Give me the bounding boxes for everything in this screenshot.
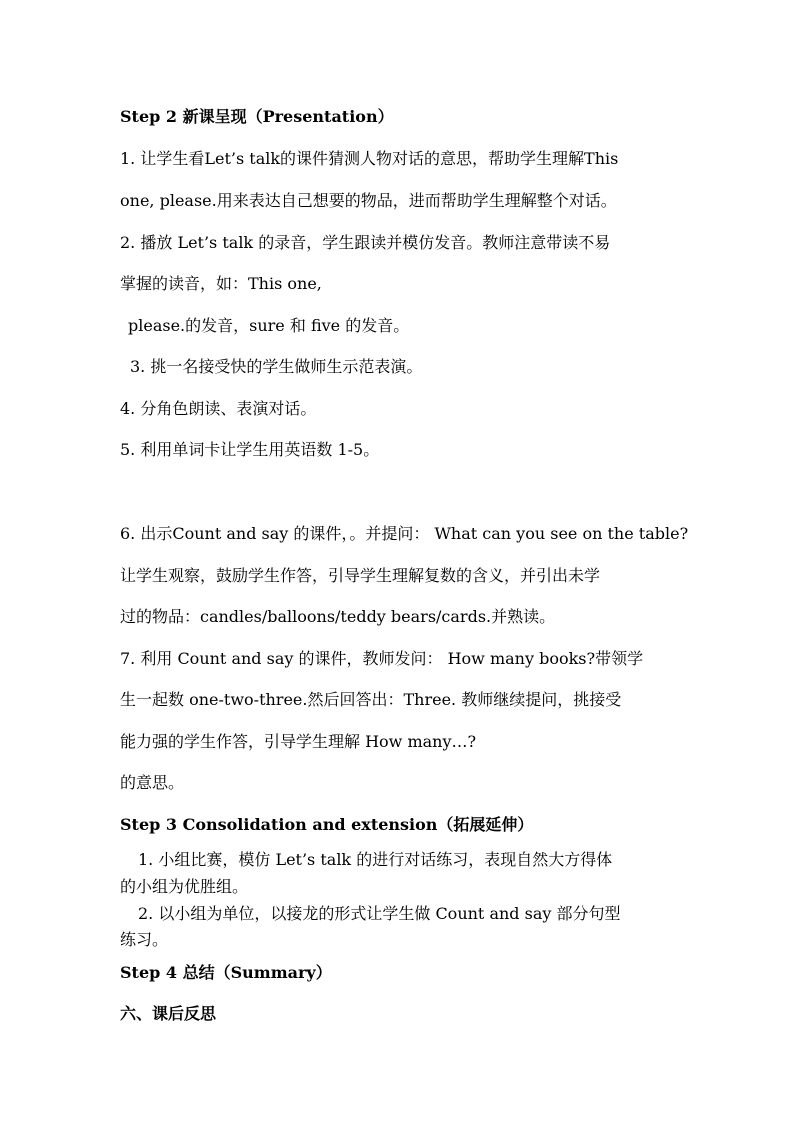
step3-paragraph-1-line-2: 的小组为优胜组。 (120, 877, 249, 896)
paragraph-1-line-2: one, please.用来表达自己想要的物品，进而帮助学生理解整个对话。 (120, 191, 617, 210)
paragraph-4: 4. 分角色朗读、表演对话。 (120, 399, 317, 418)
step4-heading: Step 4 总结（Summary） (120, 963, 332, 982)
paragraph-6-line-3: 过的物品：candles/balloons/teddy bears/cards.并熟读。 (120, 607, 556, 626)
paragraph-7-line-1: 7. 利用 Count and say 的课件，教师发问： How many books?带领学 (120, 649, 644, 668)
step3-heading: Step 3 Consolidation and extension（拓展延伸） (120, 815, 534, 834)
paragraph-7-line-3: 能力强的学生作答，引导学生理解 How many…? (120, 732, 477, 751)
step2-heading: Step 2 新课呈现（Presentation） (120, 107, 394, 126)
paragraph-1-line-1: 1. 让学生看Let’s talk的课件猜测人物对话的意思，帮助学生理解This (120, 149, 619, 168)
paragraph-7-line-4: 的意思。 (120, 773, 185, 792)
section-6-heading: 六、课后反思 (120, 1004, 217, 1023)
step3-paragraph-1-line-1: 1. 小组比赛，模仿 Let’s talk 的进行对话练习，表现自然大方得体 (138, 850, 613, 869)
paragraph-6-line-1: 6. 出示Count and say 的课件，。并提问： What can you see on the table? (120, 524, 689, 543)
step3-paragraph-2-line-1: 2. 以小组为单位，以接龙的形式让学生做 Count and say 部分句型 (138, 904, 621, 923)
paragraph-2-line-2: 掌握的读音，如：This one, (120, 274, 322, 293)
paragraph-3: 3. 挑一名接受快的学生做师生示范表演。 (130, 357, 423, 376)
step3-paragraph-2-line-2: 练习。 (120, 930, 169, 949)
paragraph-6-line-2: 让学生观察，鼓励学生作答，引导学生理解复数的含义，并引出未学 (120, 566, 601, 585)
paragraph-5: 5. 利用单词卡让学生用英语数 1-5。 (120, 440, 380, 459)
paragraph-7-line-2: 生一起数 one-two-three.然后回答出：Three. 教师继续提问，挑接受 (120, 690, 622, 709)
paragraph-2-line-3: please.的发音，sure 和 five 的发音。 (128, 316, 410, 335)
paragraph-2-line-1: 2. 播放 Let’s talk 的录音，学生跟读并模仿发音。教师注意带读不易 (120, 233, 611, 252)
